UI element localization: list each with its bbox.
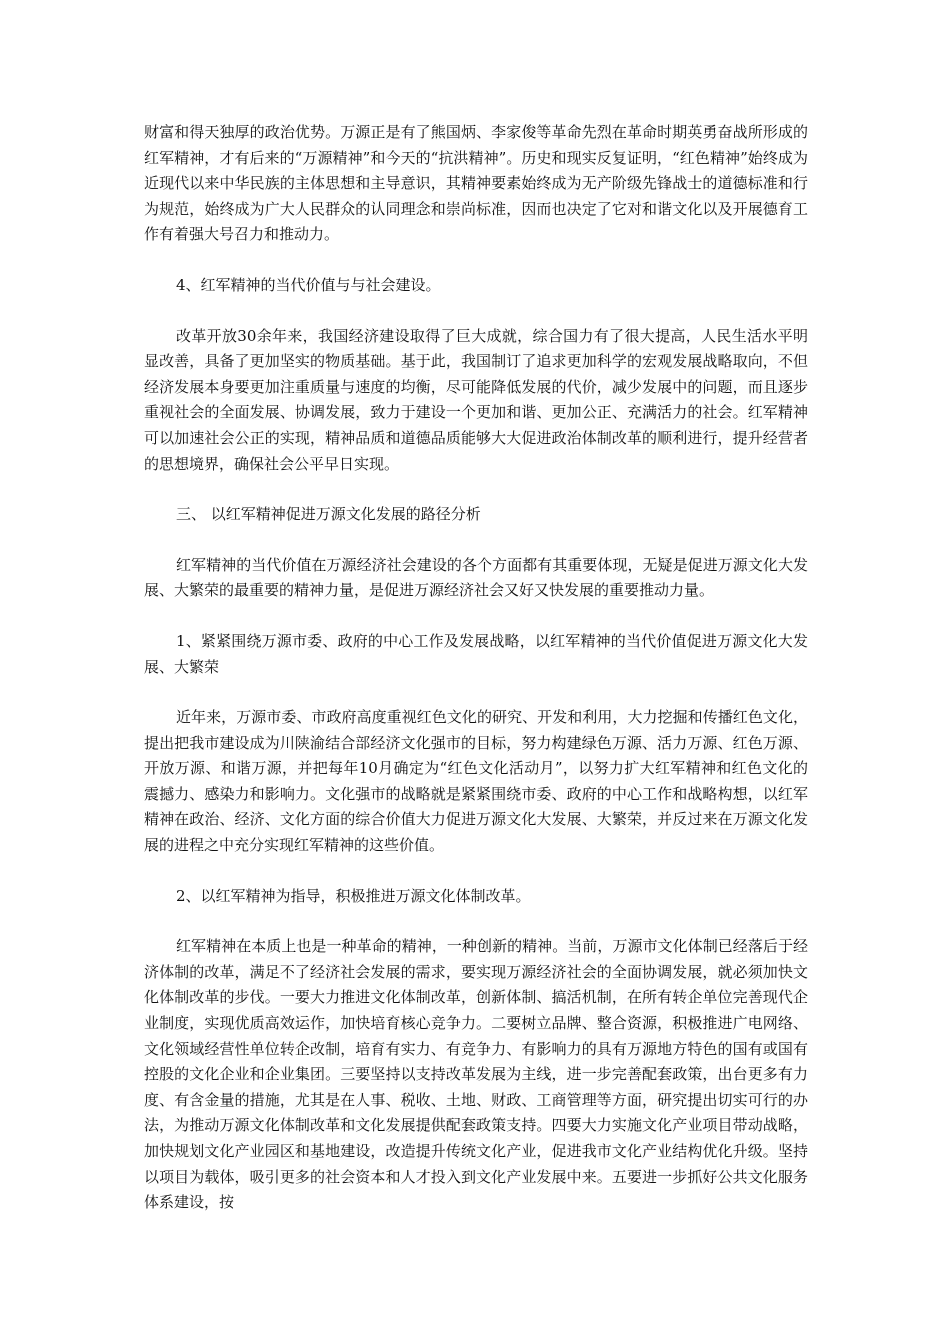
paragraph-system-reform: 红军精神在本质上也是一种革命的精神，一种创新的精神。当前，万源市文化体制已经落后于经济体制的改革，满足不了经济社会发展的需求，要实现万源经济社会的全面协调发展，就必须加快文化体制改革的步伐。一要大力推进文化体制改革，创新体制、搞活机制，在所有转企单位完善现代企业制度，实现优质高效运作，加快培育核心竞争力。二要树立品牌、整合资源，积极推进广电网络、文化领域经营性单位转企改制，培育有实力、有竞争力、有影响力的具有万源地方特色的国有或国有控股的文化企业和企业集团。三要坚持以支持改革发展为主线，进一步完善配套政策，出台更多有力度、有含金量的措施，尤其是在人事、税收、土地、财政、工商管理等方面，研究提出切实可行的办法，为推动万源文化体制改革和文化发展提供配套政策支持。四要大力实施文化产业项目带动战略，加快规划文化产业园区和基地建设，改造提升传统文化产业，促进我市文化产业结构优化升级。坚持以项目为载体，吸引更多的社会资本和人才投入到文化产业发展中来。五要进一步抓好公共文化服务体系建设，按 xyxy=(144,937,808,1212)
paragraph-reform-opening: 改革开放30余年来，我国经济建设取得了巨大成就，综合国力有了很大提高，人民生活水平明显改善，具备了更加坚实的物质基础。基于此，我国制订了追求更加科学的宏观发展战略取向，不但经济发展本身要更加注重质量与速度的均衡，尽可能降低发展的代价，减少发展中的问题，而且逐步重视社会的全面发展、协调发展，致力于建设一个更加和谐、更加公正、充满活力的社会。红军精神可以加速社会公正的实现，精神品质和道德品质能够大大促进政治体制改革的顺利进行，提升经营者的思想境界，确保社会公平早日实现。 xyxy=(144,326,808,473)
paragraph-political-advantage: 财富和得天独厚的政治优势。万源正是有了熊国炳、李家俊等革命先烈在革命时期英勇奋战所形成的红军精神，才有后来的“万源精神”和今天的“抗洪精神”。历史和现实反复证明，“红色精神”始终成为近现代以来中华民族的主体思想和主导意识，其精神要素始终成为无产阶级先锋战士的道德标准和行为规范，始终成为广大人民群众的认同理念和崇尚标准，因而也决定了它对和谐文化以及开展德育工作有着强大号召力和推动力。 xyxy=(144,123,808,244)
document-page xyxy=(144,120,808,1241)
paragraph-contemporary-value: 红军精神的当代价值在万源经济社会建设的各个方面都有其重要体现，无疑是促进万源文化大发展、大繁荣的最重要的精神力量，是促进万源经济社会又好又快发展的重要推动力量。 xyxy=(144,555,808,600)
subheading-1: 1、紧紧围绕万源市委、政府的中心工作及发展战略，以红军精神的当代价值促进万源文化大发展、大繁荣 xyxy=(144,631,808,676)
subheading-2: 2、以红军精神为指导，积极推进万源文化体制改革。 xyxy=(176,886,531,905)
chapter-heading-3: 三、 以红军精神促进万源文化发展的路径分析 xyxy=(176,505,481,524)
paragraph-recent-years: 近年来，万源市委、市政府高度重视红色文化的研究、开发和利用，大力挖掘和传播红色文化，提出把我市建设成为川陕渝结合部经济文化强市的目标，努力构建绿色万源、活力万源、红色万源、开放万源、和谐万源，并把每年10月确定为“红色文化活动月”，以努力扩大红军精神和红色文化的震撼力、感染力和影响力。文化强市的战略就是紧紧围绕市委、政府的中心工作和战略构想，以红军精神在政治、经济、文化方面的综合价值大力促进万源文化大发展、大繁荣，并反过来在万源文化发展的进程之中充分实现红军精神的这些价值。 xyxy=(144,708,808,855)
section-heading-4: 4、红军精神的当代价值与与社会建设。 xyxy=(176,275,441,294)
